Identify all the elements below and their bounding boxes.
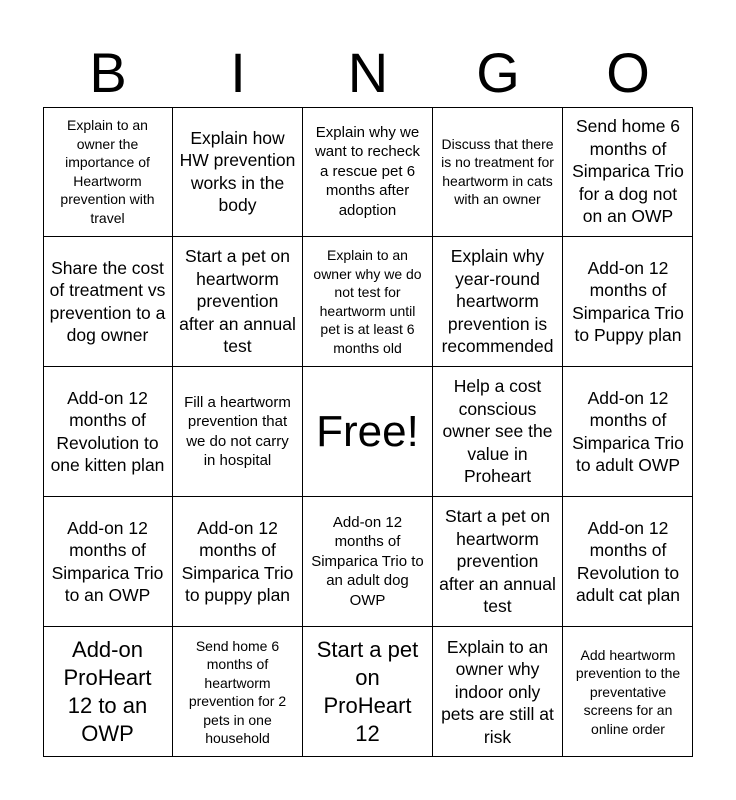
- bingo-cell[interactable]: [43, 497, 173, 627]
- bingo-cell-text: Discuss that there is no treatment for heartworm in cats with an owner: [441, 135, 554, 207]
- header-letter-b: B: [89, 41, 127, 104]
- bingo-cell-text: Share the cost of treatment vs prevention to a dog owner: [49, 257, 166, 345]
- bingo-cell[interactable]: [563, 237, 693, 367]
- bingo-cell[interactable]: [43, 237, 173, 367]
- bingo-cell-text: Add heartworm prevention to the preventative screens for an online order: [575, 646, 681, 737]
- header-letter-i: I: [230, 41, 246, 104]
- bingo-cell-text: Add-on 12 months of Simparica Trio to Puppy plan: [572, 257, 684, 345]
- bingo-cell-text: Add-on 12 months of Simparica Trio to adult OWP: [572, 387, 684, 475]
- header-letter-g: G: [476, 41, 520, 104]
- bingo-cell-text: Start a pet on heartworm prevention after an annual test: [179, 246, 296, 357]
- bingo-cell[interactable]: [43, 627, 173, 757]
- bingo-cell-text: Explain how HW prevention works in the body: [179, 127, 296, 215]
- bingo-cell-text: Start a pet on ProHeart 12: [316, 637, 419, 746]
- bingo-cell[interactable]: [303, 627, 433, 757]
- bingo-header: [43, 40, 693, 106]
- bingo-cell-text: Send home 6 months of heartworm prevention for 2 pets in one household: [188, 637, 287, 746]
- bingo-cell[interactable]: [43, 107, 173, 237]
- bingo-cell-text: Add-on 12 months of Simparica Trio to an OWP: [51, 517, 164, 605]
- bingo-cell-text: Add-on 12 months of Revolution to one kitten plan: [50, 387, 165, 475]
- bingo-cell[interactable]: [563, 497, 693, 627]
- bingo-grid: [43, 107, 693, 757]
- bingo-cell[interactable]: [173, 367, 303, 497]
- bingo-cell-text: Explain to an owner the importance of Heartworm prevention with travel: [60, 117, 155, 226]
- bingo-cell[interactable]: [173, 497, 303, 627]
- bingo-cell-text: Add-on ProHeart 12 to an OWP: [63, 637, 152, 746]
- bingo-cell[interactable]: [173, 627, 303, 757]
- bingo-cell-text: Start a pet on heartworm prevention after an annual test: [439, 506, 556, 617]
- header-letter-n: N: [347, 41, 389, 104]
- bingo-cell[interactable]: [433, 627, 563, 757]
- bingo-cell[interactable]: [433, 497, 563, 627]
- bingo-cell-text: Explain to an owner why we do not test for heartworm until pet is at least 6 months old: [313, 247, 422, 356]
- bingo-cell-text: Free!: [316, 406, 419, 456]
- bingo-cell-text: Help a cost conscious owner see the value in Proheart: [442, 376, 553, 487]
- bingo-cell-text: Explain why we want to recheck a rescue pet 6 months after adoption: [314, 123, 421, 219]
- bingo-cell-text: Send home 6 months of Simparica Trio for a dog not on an OWP: [572, 116, 684, 227]
- free-space-cell[interactable]: [303, 367, 433, 497]
- bingo-cell[interactable]: [173, 107, 303, 237]
- header-letter-o: O: [606, 41, 650, 104]
- bingo-cell[interactable]: [303, 497, 433, 627]
- bingo-cell-text: Add-on 12 months of Revolution to adult cat plan: [575, 517, 681, 605]
- bingo-cell-text: Fill a heartworm prevention that we do not carry in hospital: [184, 393, 291, 469]
- bingo-cell[interactable]: [563, 107, 693, 237]
- bingo-cell[interactable]: [433, 237, 563, 367]
- bingo-cell[interactable]: [43, 367, 173, 497]
- bingo-cell-text: Add-on 12 months of Simparica Trio to an adult dog OWP: [311, 513, 424, 609]
- bingo-cell[interactable]: [433, 367, 563, 497]
- bingo-cell[interactable]: [433, 107, 563, 237]
- bingo-cell[interactable]: [303, 107, 433, 237]
- bingo-cell-text: Add-on 12 months of Simparica Trio to puppy plan: [181, 517, 294, 605]
- bingo-cell[interactable]: [303, 237, 433, 367]
- bingo-cell-text: Explain why year-round heartworm prevention is recommended: [441, 246, 554, 357]
- bingo-cell-text: Explain to an owner why indoor only pets are still at risk: [441, 636, 554, 747]
- bingo-cell[interactable]: [563, 627, 693, 757]
- bingo-cell[interactable]: [563, 367, 693, 497]
- bingo-cell[interactable]: [173, 237, 303, 367]
